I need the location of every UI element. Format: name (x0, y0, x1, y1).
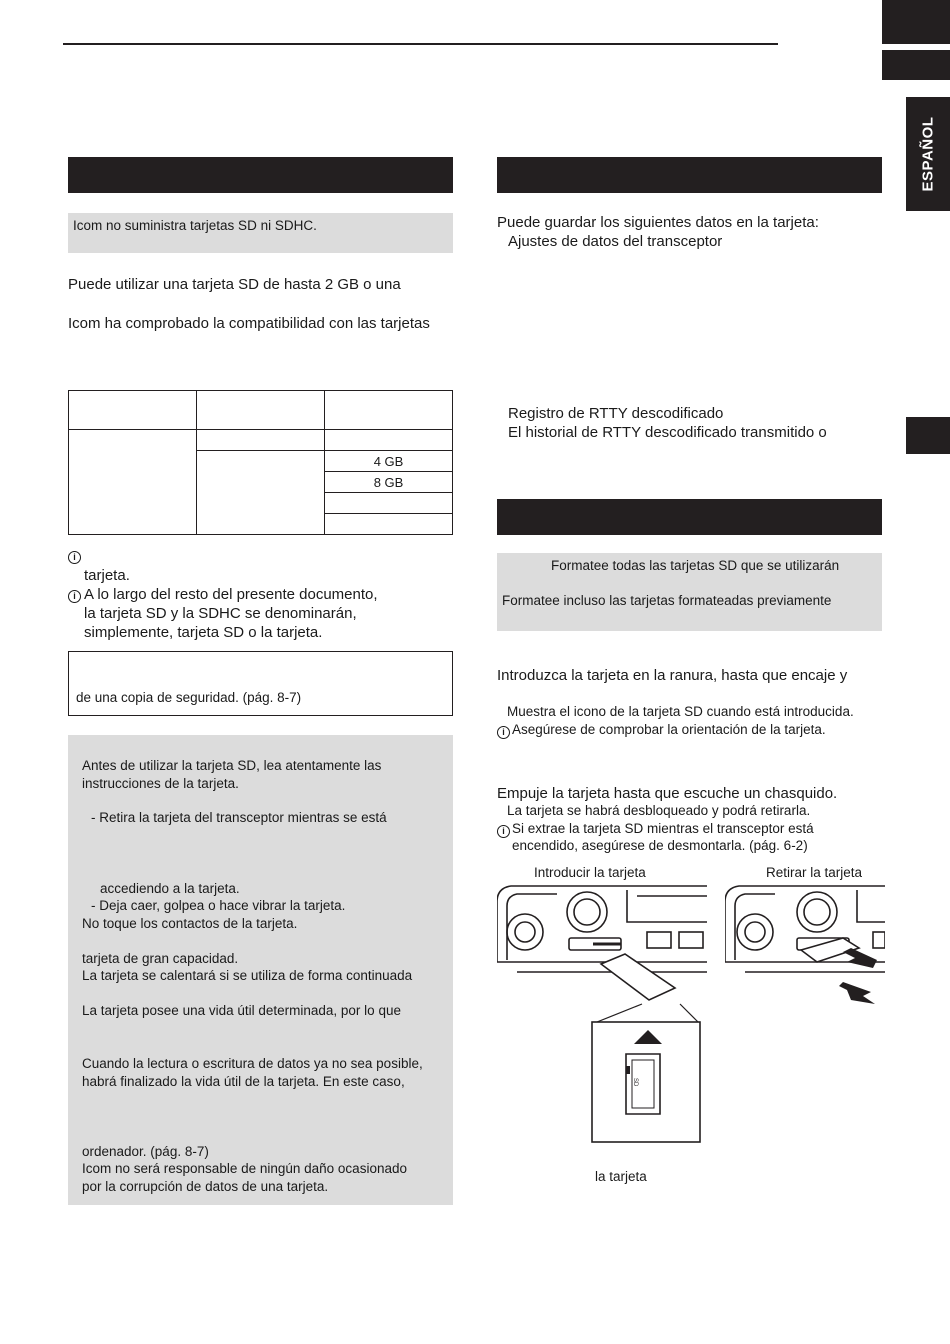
left-note-line-2: A lo largo del resto del presente documento, (84, 586, 378, 603)
left-para-1: Puede utilizar una tarjeta SD de hasta 2 GB o una (68, 276, 401, 293)
left-note-line-3: la tarjeta SD y la SDHC se denominarán, (84, 605, 357, 622)
note-icon-1 (68, 548, 83, 566)
insert-note-1: Muestra el icono de la tarjeta SD cuando está introducida. (507, 704, 854, 719)
sd-card-table (68, 390, 453, 535)
left-grey-note: Icom no suministra tarjetas SD ni SDHC. (73, 218, 317, 233)
push-note-3: encendido, asegúrese de desmontarla. (pág. 6-2) (512, 838, 808, 853)
note-icon-4 (497, 822, 512, 840)
fig-caption: la tarjeta (595, 1169, 647, 1184)
format-note-line-2: Formatee incluso las tarjetas formateadas previamente (502, 593, 832, 608)
pull-arrow-icon (839, 982, 875, 1004)
caution-line-1: Antes de utilizar la tarjeta SD, lea atentamente las (82, 758, 382, 773)
caution-line-3: - Retira la tarjeta del transceptor mientras se está (91, 810, 387, 825)
info-icon: i (497, 726, 510, 739)
caution-line-9: La tarjeta posee una vida útil determinada, por lo que (82, 1003, 401, 1018)
caution-line-7: tarjeta de gran capacidad. (82, 951, 239, 966)
edge-tab-second (882, 50, 950, 80)
note-icon-3 (497, 723, 512, 741)
card-orientation-detail (590, 1002, 710, 1147)
insert-note-2: Asegúrese de comprobar la orientación de la tarjeta. (512, 722, 826, 737)
left-boxed-note-text: de una copia de seguridad. (pág. 8-7) (76, 690, 302, 705)
right-item-3: El historial de RTTY descodificado transmitido o (508, 424, 827, 441)
caution-line-2: instrucciones de la tarjeta. (82, 776, 239, 791)
table-cell: 8 GB (325, 472, 453, 493)
right-section-header-2 (497, 499, 882, 535)
chapter-tab (906, 417, 950, 454)
push-note-2: Si extrae la tarjeta SD mientras el transceptor está (512, 821, 814, 836)
header-rule (63, 43, 778, 45)
sd-remove-illustration (725, 882, 885, 1007)
table-cell (325, 514, 453, 535)
right-item-1: Ajustes de datos del transceptor (508, 233, 723, 250)
right-item-2: Registro de RTTY descodificado (508, 405, 724, 422)
caution-line-6: No toque los contactos de la tarjeta. (82, 916, 298, 931)
card-label: SD (632, 1078, 638, 1087)
insert-para: Introduzca la tarjeta en la ranura, hasta que encaje y (497, 667, 848, 684)
caution-line-10: Cuando la lectura o escritura de datos ya no sea posible, (82, 1056, 423, 1071)
edge-tab-top (882, 0, 950, 44)
left-section-header (68, 157, 453, 193)
left-boxed-note (68, 651, 453, 716)
table-row (69, 391, 453, 430)
left-para-2: Icom ha comprobado la compatibilidad con las tarjetas (68, 315, 430, 332)
format-note-line-1: Formatee todas las tarjetas SD que se utilizarán (551, 558, 840, 573)
push-arrow-icon (843, 948, 877, 968)
language-tab-label: ESPAÑOL (919, 116, 937, 192)
caution-line-12: ordenador. (pág. 8-7) (82, 1144, 209, 1159)
fig-label-insert: Introducir la tarjeta (534, 865, 646, 880)
right-intro: Puede guardar los siguientes datos en la tarjeta: (497, 214, 819, 231)
fig-label-remove: Retirar la tarjeta (766, 865, 863, 880)
caution-line-4: accediendo a la tarjeta. (100, 881, 240, 896)
sd-insert-illustration (497, 882, 707, 1002)
push-note-1: La tarjeta se habrá desbloqueado y podrá retirarla. (507, 803, 811, 818)
caution-line-11: habrá finalizado la vida útil de la tarjeta. En este caso, (82, 1074, 405, 1089)
push-para: Empuje la tarjeta hasta que escuche un chasquido. (497, 785, 838, 802)
info-icon: i (68, 551, 81, 564)
info-icon: i (68, 590, 81, 603)
left-note-line-4: simplemente, tarjeta SD o la tarjeta. (84, 624, 323, 641)
info-icon: i (497, 825, 510, 838)
language-tab (906, 97, 950, 211)
caution-line-8: La tarjeta se calentará si se utiliza de forma continuada (82, 968, 413, 983)
table-cell (325, 493, 453, 514)
note-icon-2 (68, 587, 83, 605)
right-section-header-1 (497, 157, 882, 193)
table-cell: 4 GB (325, 451, 453, 472)
caution-line-5: - Deja caer, golpea o hace vibrar la tarjeta. (91, 898, 346, 913)
caution-line-13: Icom no será responsable de ningún daño ocasionado (82, 1161, 407, 1176)
caution-line-14: por la corrupción de datos de una tarjeta. (82, 1179, 329, 1194)
table-row (69, 430, 453, 451)
left-note-line-1: tarjeta. (84, 567, 130, 584)
